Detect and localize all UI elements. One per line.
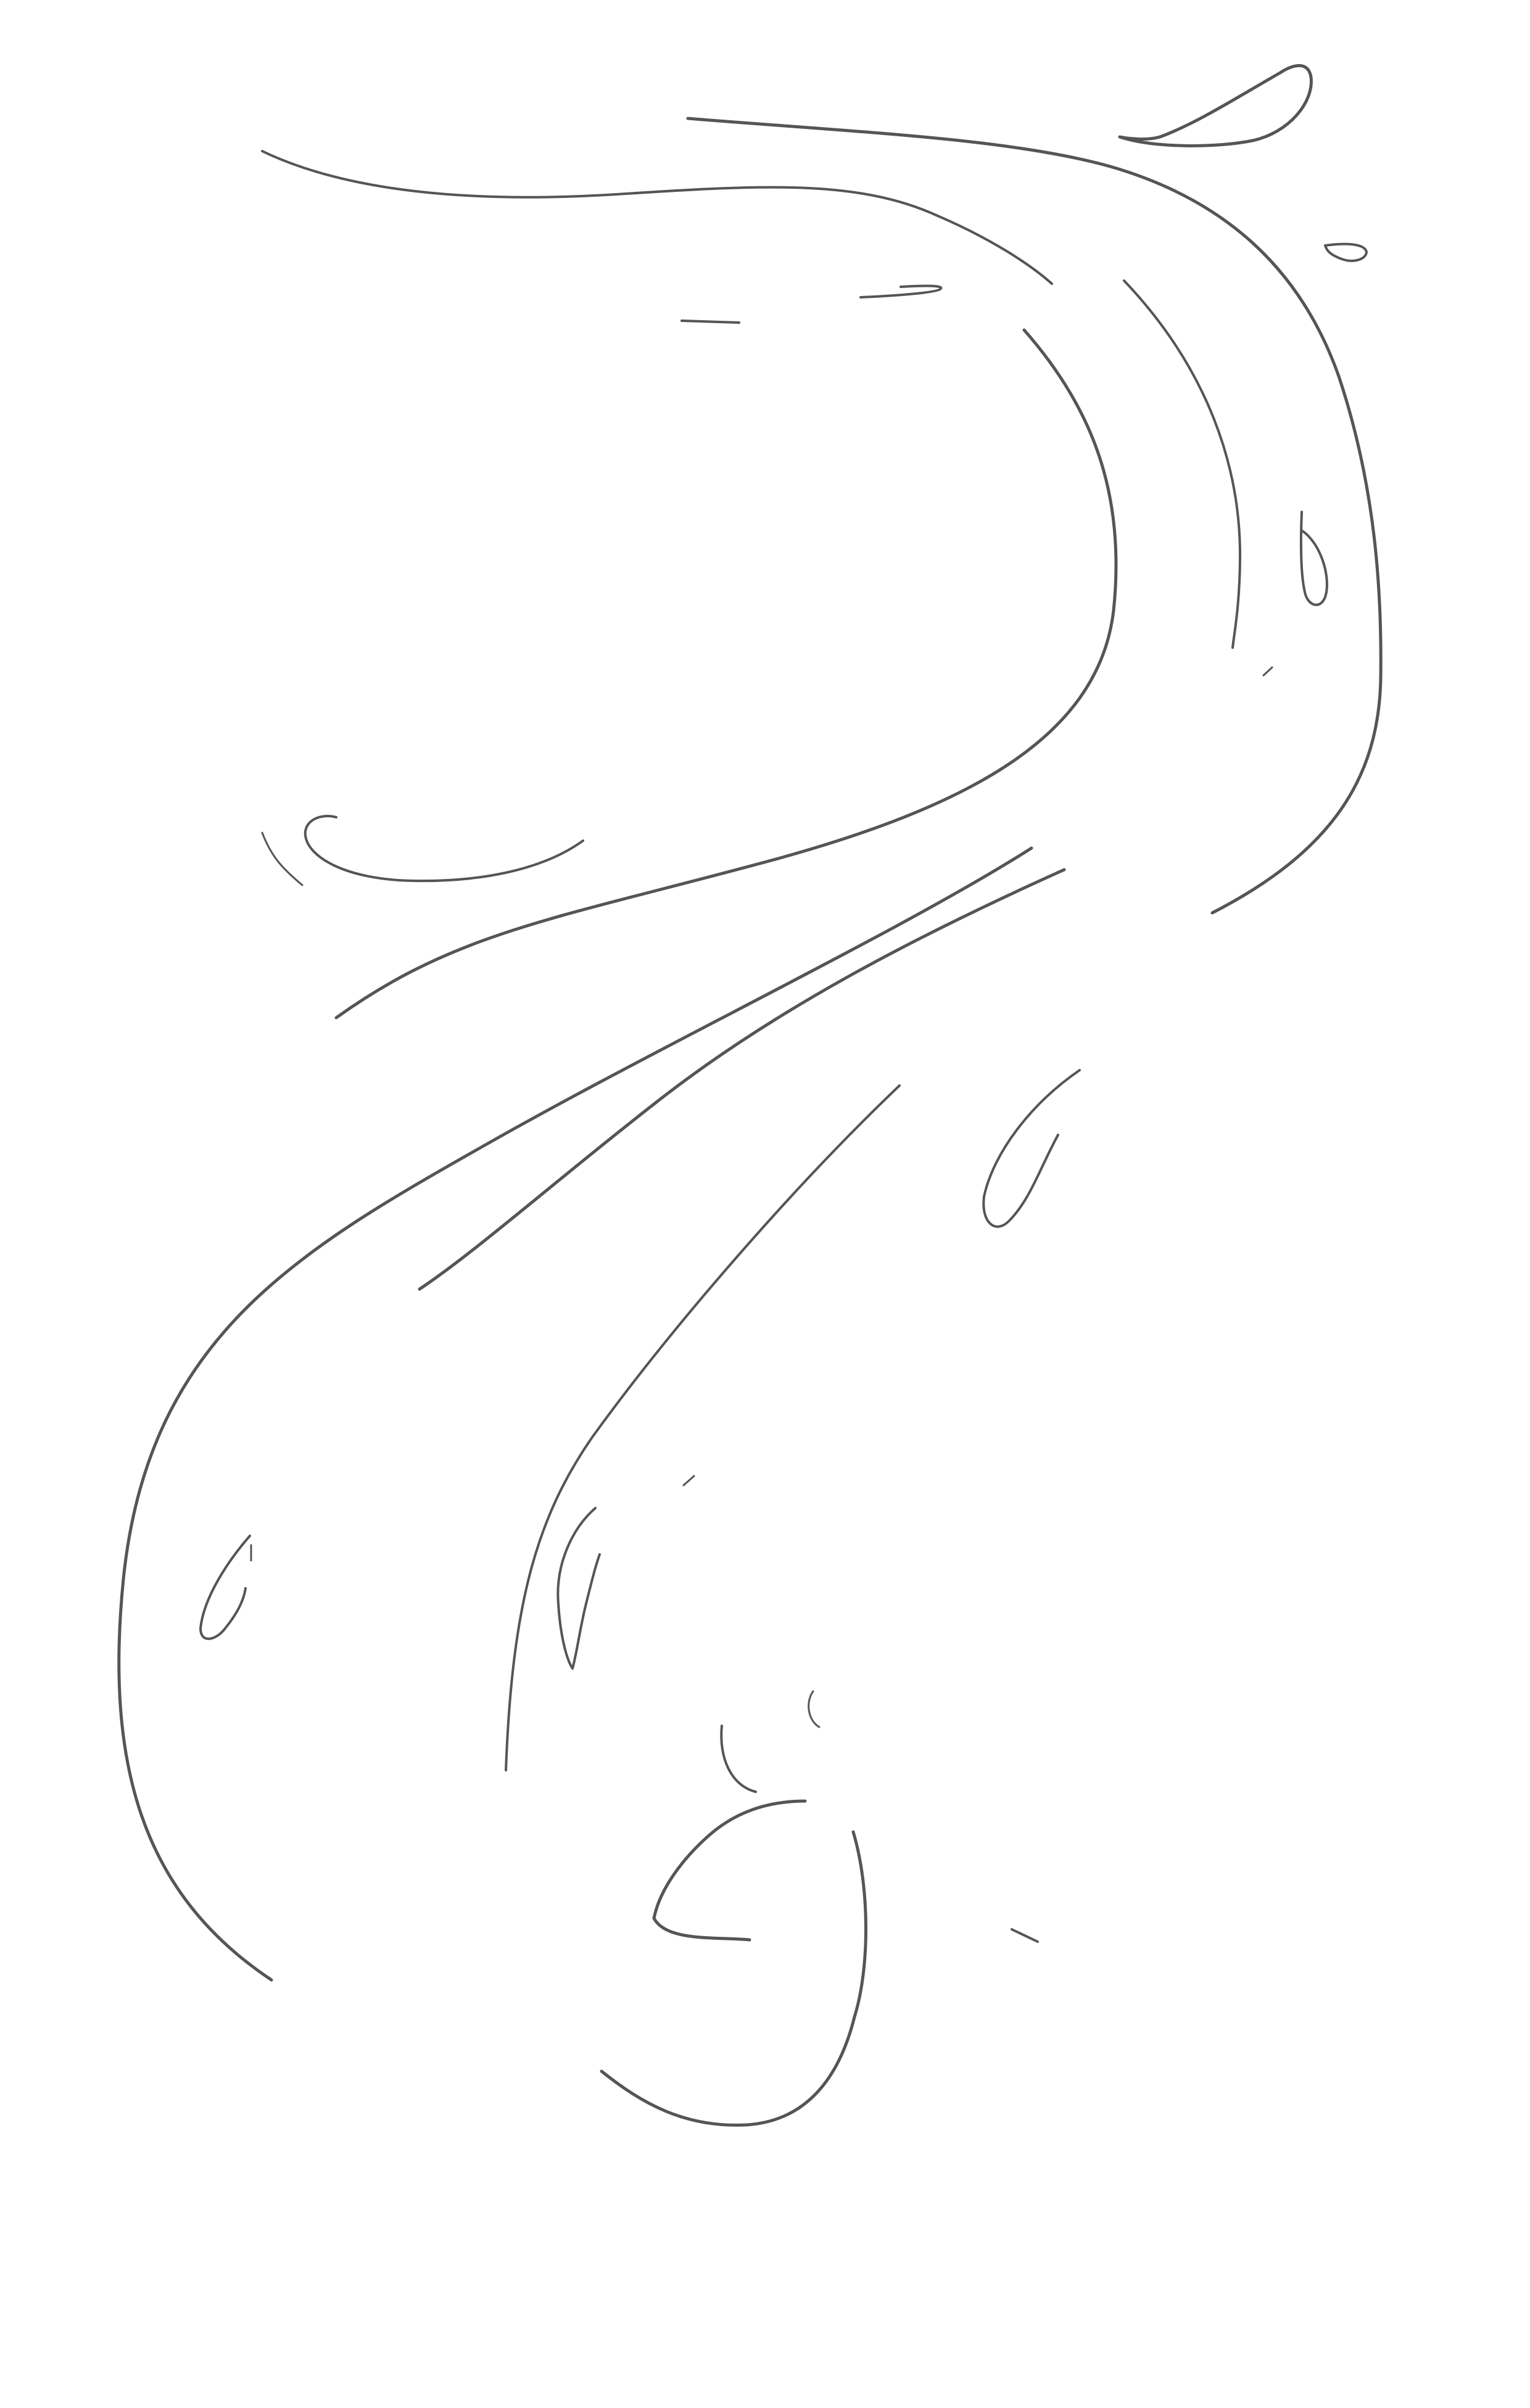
middle-right-droplet <box>983 1070 1080 1227</box>
dash-mark-left <box>682 321 739 323</box>
left-curl-tail-stroke <box>262 833 302 885</box>
right-side-droplet <box>1301 512 1327 605</box>
top-right-large-droplet <box>1120 65 1311 146</box>
main-s-curve-outer-stroke <box>336 330 1116 1018</box>
top-outer-arc-stroke <box>688 118 1381 913</box>
center-droplet <box>558 1508 600 1668</box>
small-arc-mark-right <box>809 1691 819 1727</box>
ribbon-strand-inner-stroke <box>506 1086 899 1770</box>
ribbon-strand-upper-stroke <box>119 848 1032 1980</box>
bottom-right-dash <box>1012 1929 1038 1942</box>
top-inner-arc-stroke <box>1124 281 1240 648</box>
top-right-small-droplet <box>1325 244 1367 261</box>
top-left-arc-stroke <box>262 151 1052 284</box>
ribbon-strand-lower-stroke <box>420 870 1064 1289</box>
left-curl-stroke <box>305 816 583 881</box>
center-tick-mark <box>684 1476 694 1485</box>
dash-mark-right <box>861 286 941 297</box>
small-arc-mark-left <box>721 1726 756 1792</box>
bottom-bowl-stroke <box>602 1832 866 2125</box>
lower-left-droplet <box>201 1536 250 1639</box>
bottom-hook-stroke <box>654 1801 805 1940</box>
right-side-tick <box>1263 667 1272 675</box>
